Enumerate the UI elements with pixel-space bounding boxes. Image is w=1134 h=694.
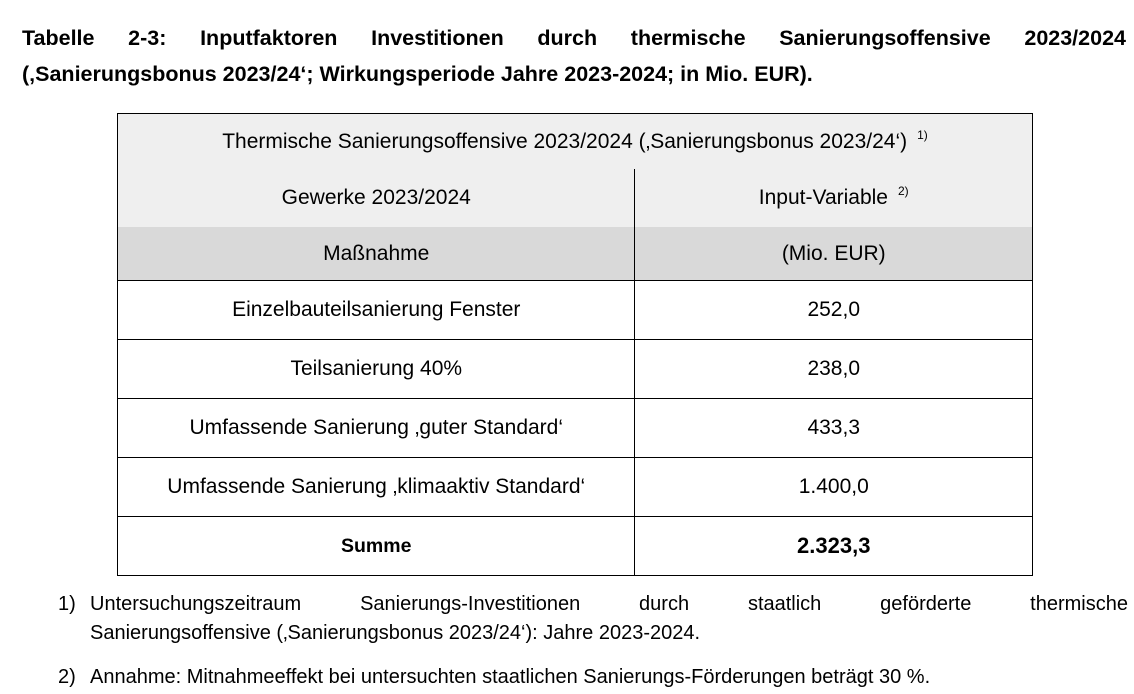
footnote-1-line-2: Sanierungsoffensive (‚Sanierungsbonus 2023/24‘): Jahre 2023-2024.: [90, 622, 701, 644]
table-title: Thermische Sanierungsoffensive 2023/2024 (‚Sanierungsbonus 2023/24‘): [222, 129, 908, 153]
header-input-variable: Input-Variable: [758, 186, 888, 209]
row-measure: Teilsanierung 40%: [118, 340, 635, 399]
row-measure: Einzelbauteilsanierung Fenster: [118, 281, 635, 340]
subheader-unit: (Mio. EUR): [635, 227, 1033, 281]
footnote-number: 2): [58, 666, 76, 688]
row-value: 238,0: [635, 340, 1033, 399]
footnotes: [58, 590, 1128, 692]
header-input-variable-cell: [635, 169, 1033, 227]
sum-value: 2.323,3: [635, 517, 1033, 576]
footnote-1-line-1: Untersuchungszeitraum Sanierungs-Investitionen durch staatlich geförderte thermische: [90, 593, 1128, 615]
table-title-cell: [118, 114, 1033, 170]
row-value: 1.400,0: [635, 458, 1033, 517]
header-input-variable-footnote-marker: 2): [898, 184, 909, 198]
footnote-2: [58, 663, 1128, 692]
footnote-text: [90, 590, 1128, 648]
table-header-row: [118, 169, 1033, 227]
footnote-text: Annahme: Mitnahmeeffekt bei untersuchten staatlichen Sanierungs-Förderungen beträgt 30 %.: [90, 666, 931, 688]
investment-table: [117, 113, 1033, 576]
caption-line-1: Tabelle 2-3: Inputfaktoren Investitionen durch thermische Sanierungsoffensive 2023/2024: [22, 26, 1126, 50]
row-measure: Umfassende Sanierung ‚guter Standard‘: [118, 399, 635, 458]
footnote-number: 1): [58, 593, 76, 615]
row-value: 433,3: [635, 399, 1033, 458]
table-sum-row: [118, 517, 1033, 576]
subheader-massnahme: Maßnahme: [118, 227, 635, 281]
header-gewerke: Gewerke 2023/2024: [118, 169, 635, 227]
sum-label: Summe: [118, 517, 635, 576]
table-row: [118, 340, 1033, 399]
caption-line-2: (‚Sanierungsbonus 2023/24‘; Wirkungsperiode Jahre 2023-2024; in Mio. EUR).: [22, 62, 813, 86]
table-caption: [22, 20, 1126, 92]
row-measure: Umfassende Sanierung ‚klimaaktiv Standard‘: [118, 458, 635, 517]
table-title-row: [118, 114, 1033, 170]
row-value: 252,0: [635, 281, 1033, 340]
table-subheader-row: [118, 227, 1033, 281]
footnote-1: [58, 590, 1128, 648]
table-row: [118, 281, 1033, 340]
table-row: [118, 458, 1033, 517]
table-title-footnote-marker: 1): [917, 127, 928, 142]
table-row: [118, 399, 1033, 458]
